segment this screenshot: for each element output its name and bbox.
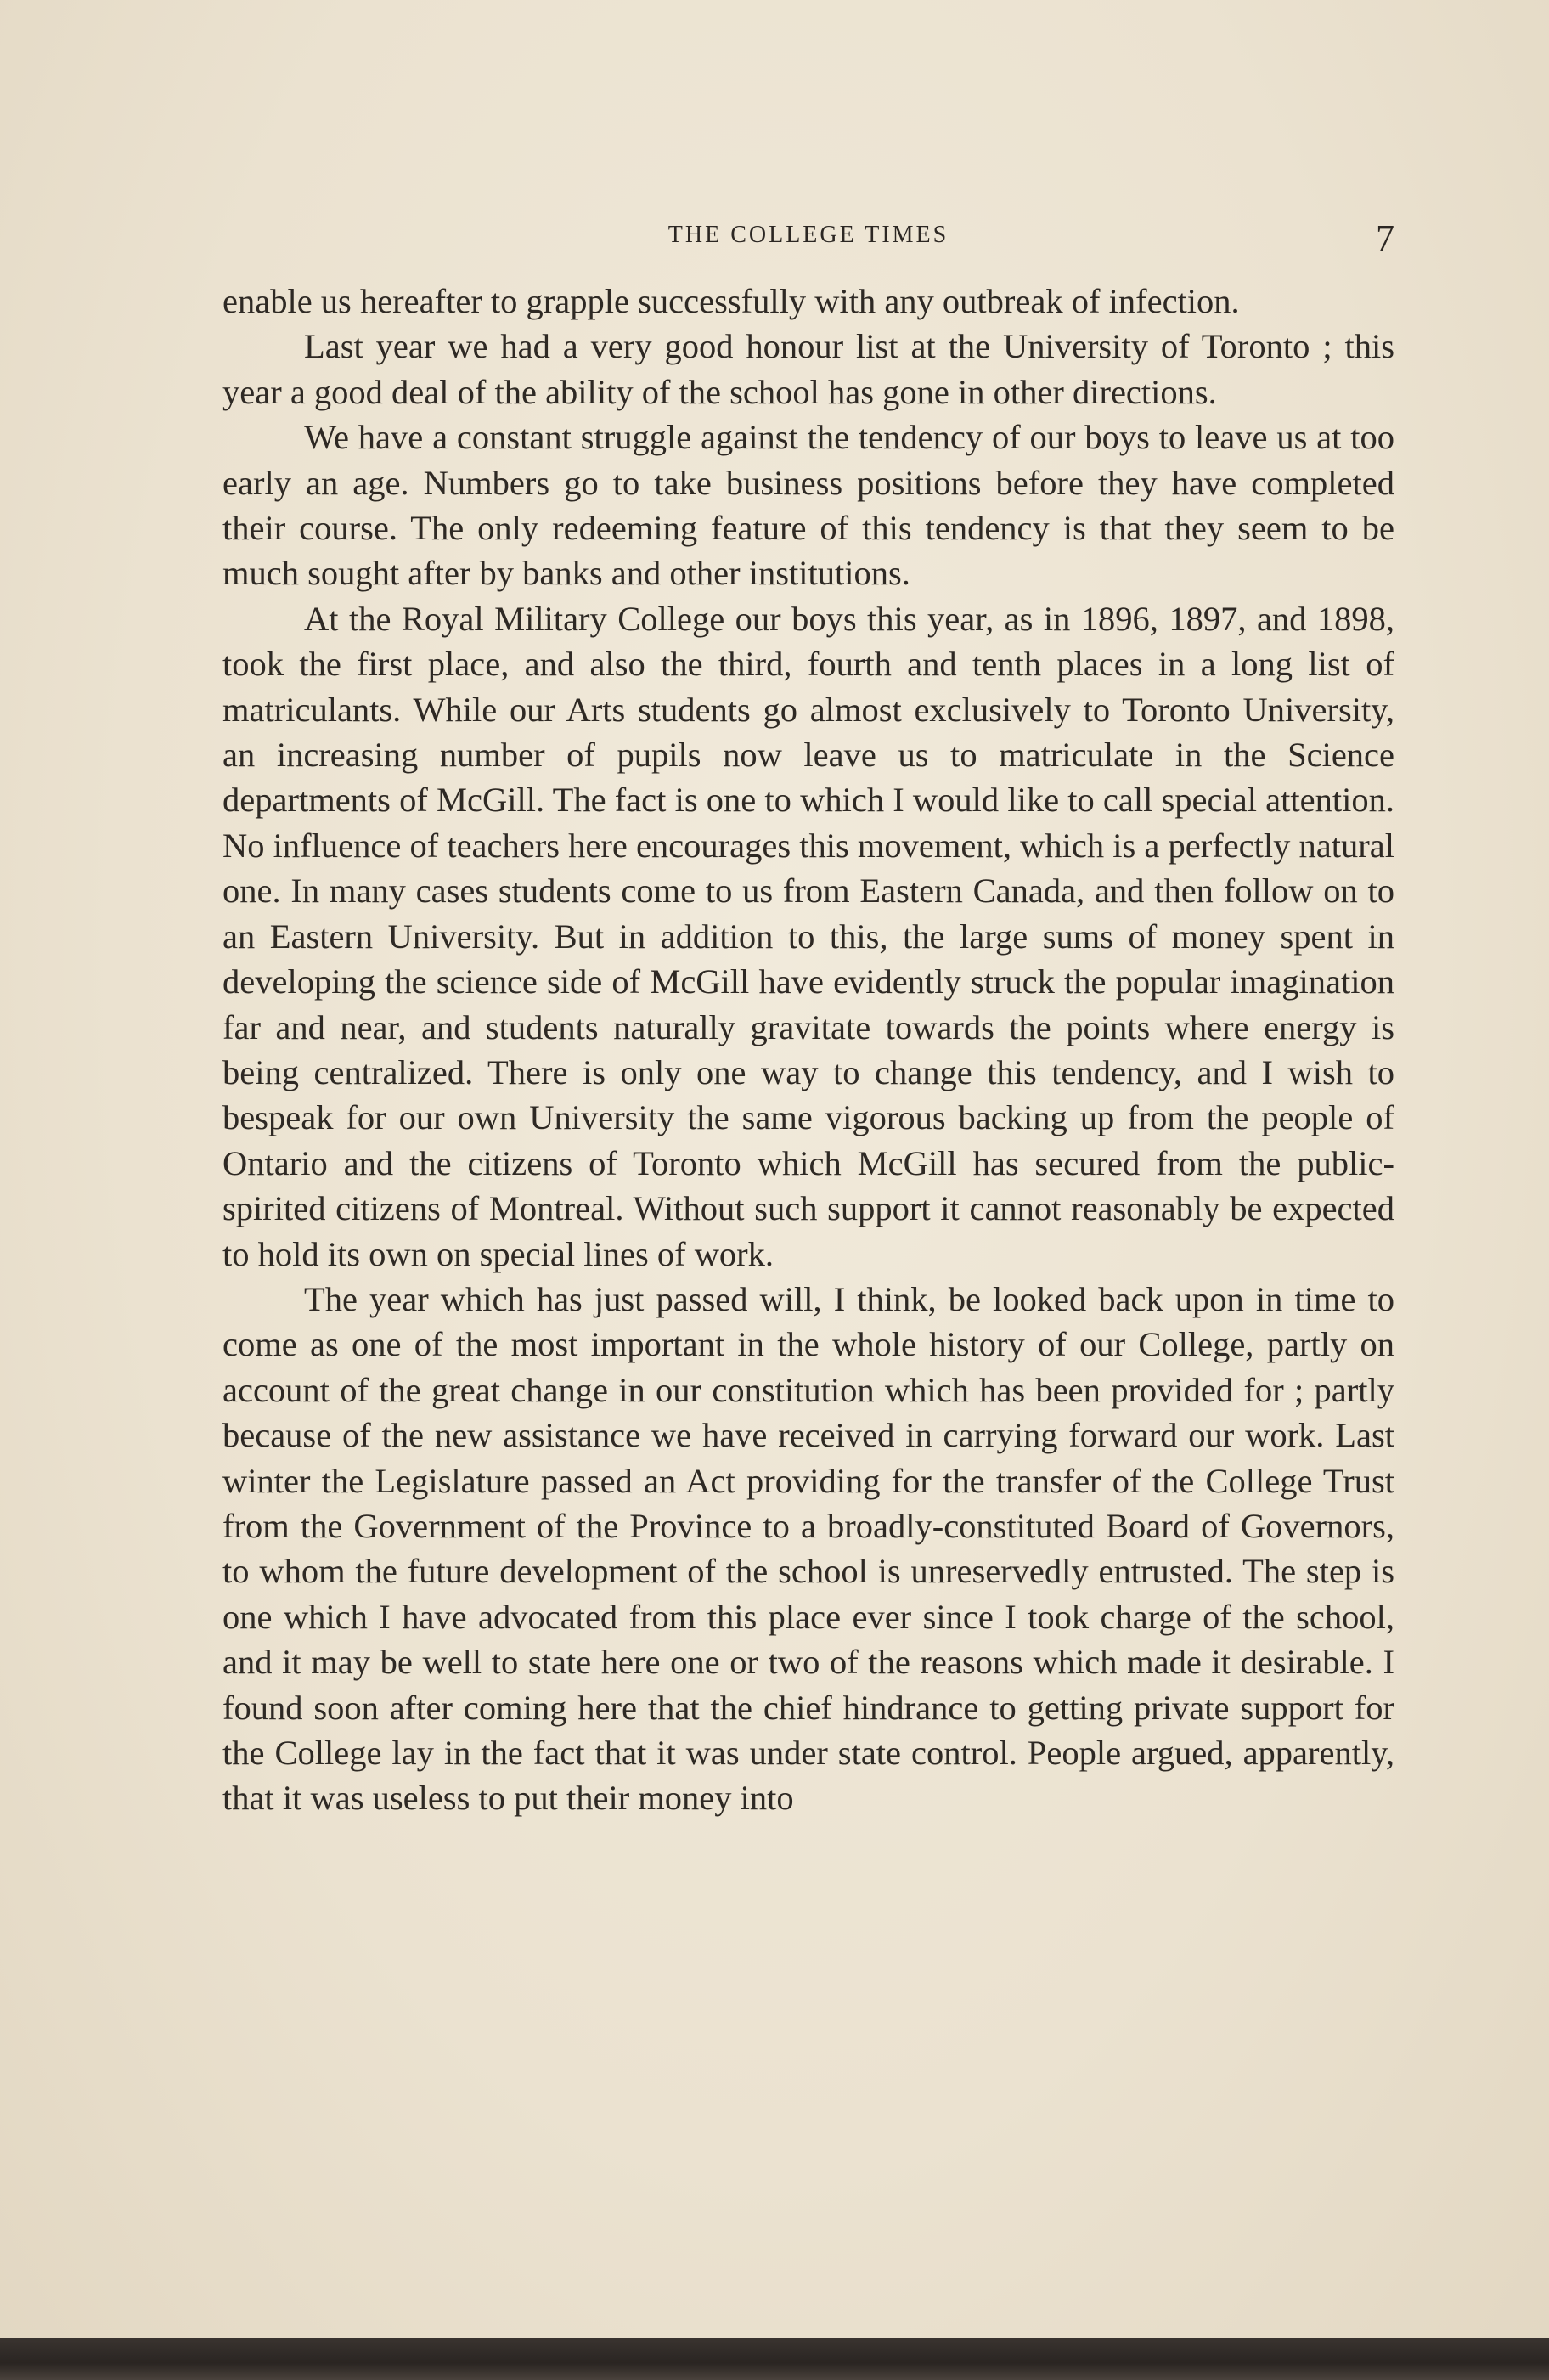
page-number: 7 [1376,217,1394,259]
paragraph: At the Royal Military College our boys this year, as in 1896, 1897, and 1898, took the first place, and also the third, fourth and tenth places in a long list of matriculants. While our Arts students go almost exclusively to Toronto University, an increasing number of pupils now leave us to matriculate in the Science departments of McGill. The fact is one to which I would like to call special attention. No influence of teachers here encourages this movement, which is a perfectly natural one. In many cases students come to us from Eastern Canada, and then follow on to an Eastern University. But in addition to this, the large sums of money spent in developing the science side of McGill have evidently struck the popular imagination far and near, and students naturally gravitate towards the points where energy is being centralized. There is only one way to change this tendency, and I wish to bespeak for our own University the same vigorous backing up from the people of Ontario and the citizens of Toronto which McGill has secured from the public-spirited citizens of Montreal. Without such support it cannot reasonably be expected to hold its own on special lines of work. [222,599,1394,1273]
paragraph: enable us hereafter to grapple successfully with any outbreak of infection. [222,282,1240,320]
body-text [222,279,1394,1821]
running-title: THE COLLEGE TIMES [667,222,949,248]
page-bottom-edge [0,2338,1549,2380]
paragraph: The year which has just passed will, I think, be looked back upon in time to come as one of the most important in the whole history of our College, partly on account of the great change in our constitution which has been provided for ; partly because of the new assistance we have received in carrying forward our work. Last winter the Legislature passed an Act providing for the transfer of the College Trust from the Government of the Province to a broadly-constituted Board of Governors, to whom the future development of the school is unreservedly entrusted. The step is one which I have advocated from this place ever since I took charge of the school, and it may be well to state here one or two of the reasons which made it desirable. I found soon after coming here that the chief hindrance to getting private support for the College lay in the fact that it was under state control. People argued, apparently, that it was useless to put their money into [222,1279,1394,1818]
paragraph: Last year we had a very good honour list at the University of Toronto ; this year a good deal of the ability of the school has gone in other directions. [222,327,1394,411]
running-head [222,217,1394,268]
paragraph: We have a constant struggle against the tendency of our boys to leave us at too early an age. Numbers go to take business positions before they have completed their course. The only redeeming feature of this tendency is that they seem to be much sought after by banks and other institutions. [222,418,1394,593]
